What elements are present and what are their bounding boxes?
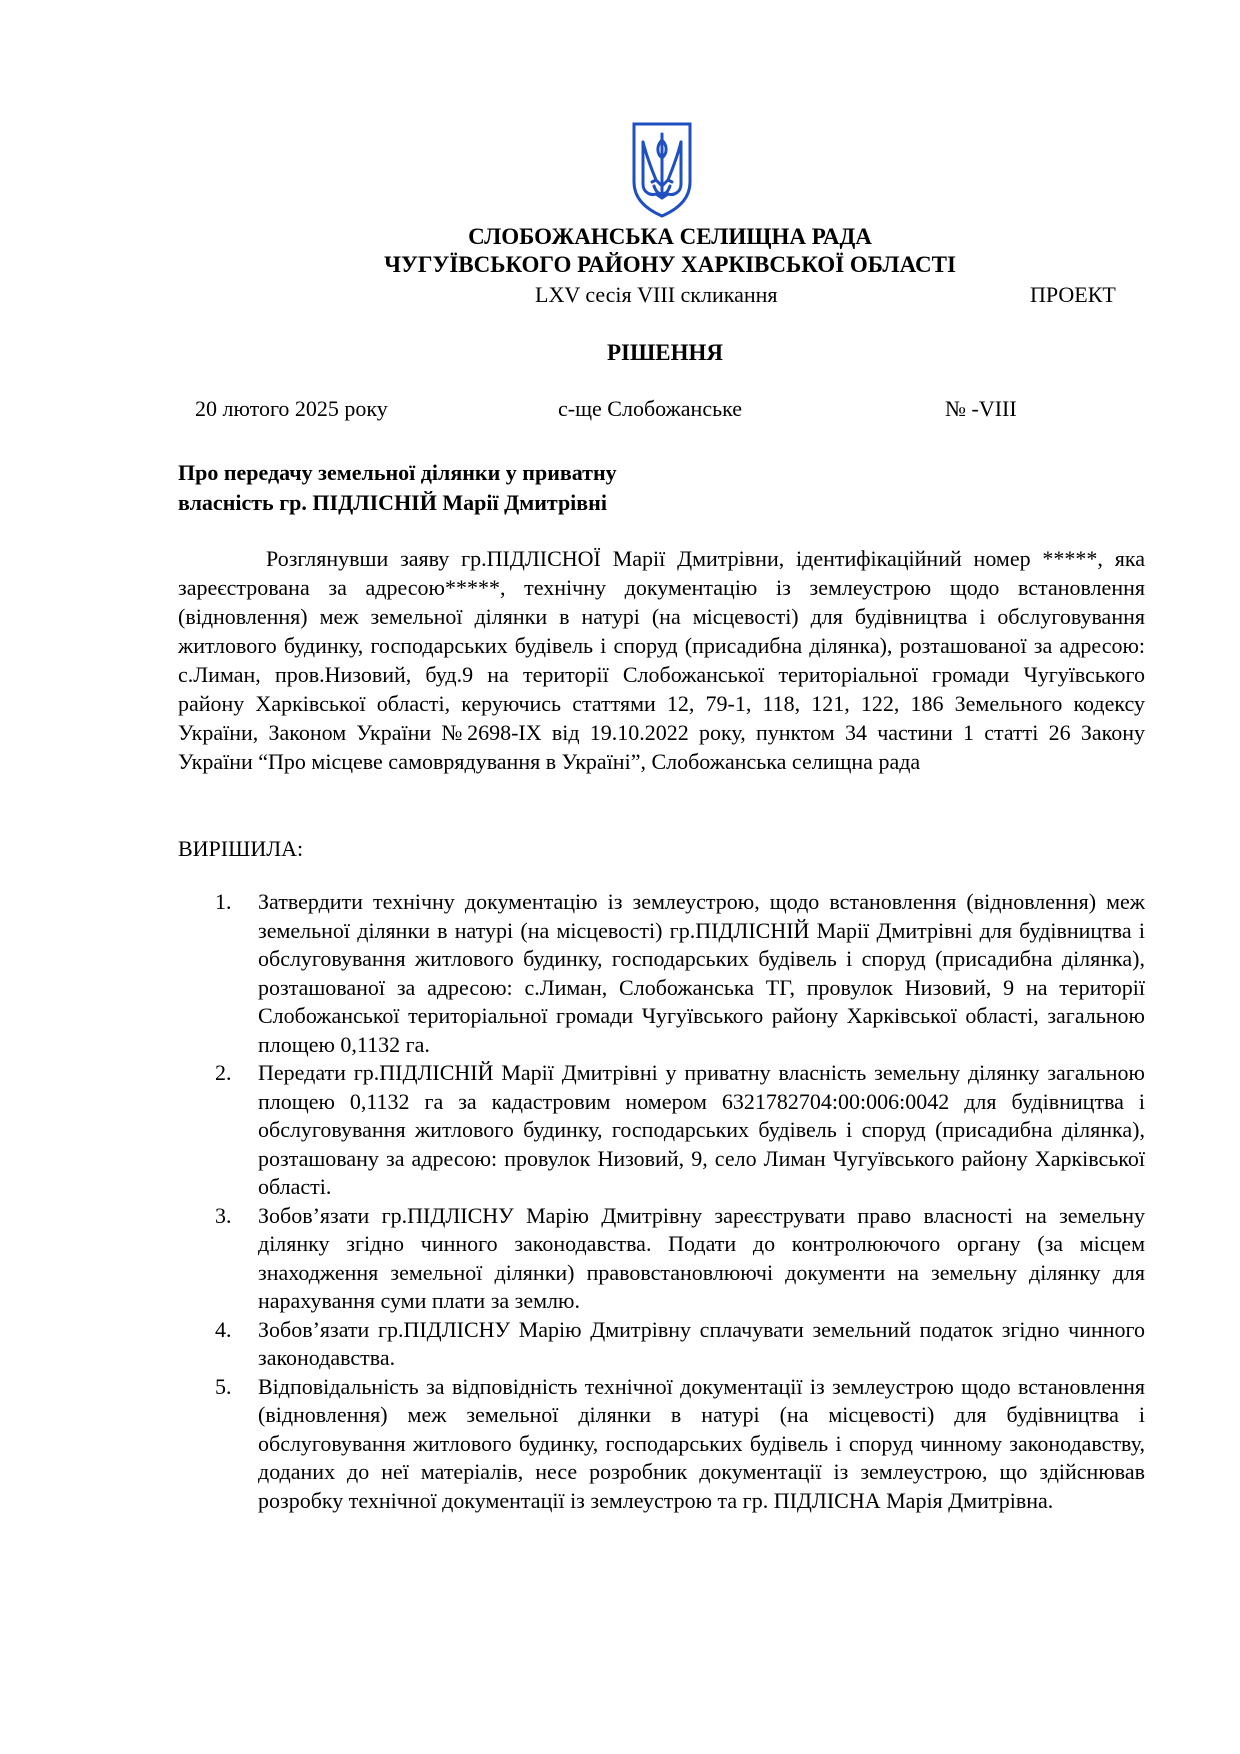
item-number: 5. [215,1373,232,1399]
project-label: ПРОЕКТ [1030,282,1116,307]
item-number: 3. [215,1202,232,1228]
council-district: ЧУГУЇВСЬКОГО РАЙОНУ ХАРКІВСЬКОЇ ОБЛАСТІ [384,252,956,277]
resolved-label: ВИРІШИЛА: [178,836,304,861]
subject-line: власність гр. ПІДЛІСНІЙ Марії Дмитрівні [178,490,607,515]
item-number: 4. [215,1316,232,1342]
decision-title: РІШЕННЯ [607,340,723,365]
item-number: 1. [215,889,232,914]
coat-of-arms-icon [630,120,694,220]
subject-line: Про передачу земельної ділянки у приватну [178,460,617,485]
decision-subject [178,458,617,518]
item-text: Затвердити технічну документацію із землеустрою, щодо встановлення (відновлення) меж земельної ділянки в натурі (на місцевості) гр.ПІДЛІСНІЙ Марії Дмитрівні для будівництва і обслуговування житлового будинку, господарських будівель і споруд (присадибна ділянка), розташованої за адресою: с.Лиман, Слобожанська ТГ, провулок Низовий, 9 на території Слобожанської територіальної громади Чугуївського району Харківської області, загальною площею 0,1132 га. [258,889,1145,1057]
item-text: Зобов’язати гр.ПІДЛІСНУ Марію Дмитрівну зареєструвати право власності на земельну ділянку згідно чинного законодавства. Подати до контролюючого органу (за місцем знаходження земельної ділянки) правовстановлюючі документи на земельну ділянку для нарахування суми плати за землю. [258,1202,1145,1313]
session-label: LXV сесія VIII скликання [535,282,778,307]
council-name: СЛОБОЖАНСЬКА СЕЛИЩНА РАДА [468,224,872,249]
item-number: 2. [215,1060,232,1085]
resolution-items-list [178,888,1145,1515]
resolution-item [178,1059,1145,1202]
decision-place: с-ще Слобожанське [558,396,743,421]
item-text: Зобов’язати гр.ПІДЛІСНУ Марію Дмитрівну сплачувати земельний податок згідно чинного законодавства. [258,1316,1145,1370]
resolution-item [178,1202,1145,1316]
resolution-item [178,1373,1145,1516]
resolution-item [178,888,1145,1059]
intro-paragraph: Розглянувши заяву гр.ПІДЛІСНОЇ Марії Дмитрівни, ідентифікаційний номер *****, яка зареєстрована за адресою*****, технічну документацію із землеустрою щодо встановлення (відновлення) меж земельної ділянки в натурі (на місцевості) для будівництва і обслуговування житлового будинку, господарських будівель і споруд (присадибна ділянка), розташованої за адресою: с.Лиман, пров.Низовий, буд.9 на території Слобожанської територіальної громади Чугуївського району Харківської області, керуючись статтями 12, 79-1, 118, 121, 122, 186 Земельного кодексу України, Законом України №2698-IX від 19.10.2022 року, пунктом 34 частини 1 статті 26 Закону України “Про місцеве самоврядування в Україні”, Слобожанська селищна рада [178,546,1145,774]
decision-date: 20 лютого 2025 року [195,396,388,421]
item-text: Відповідальність за відповідність технічної документації із землеустрою щодо встановлення (відновлення) меж земельної ділянки в натурі (на місцевості) для будівництва і обслуговування житлового будинку, господарських будівель і споруд чинному законодавству, доданих до неї матеріалів, несе розробник документації із землеустрою, що здійснював розробку технічної документації із землеустрою та гр. ПІДЛІСНА Марія Дмитрівна. [258,1373,1145,1513]
resolution-item [178,1316,1145,1373]
decision-number: № -VIII [945,396,1017,421]
item-text: Передати гр.ПІДЛІСНІЙ Марії Дмитрівні у приватну власність земельну ділянку загальною площею 0,1132 га за кадастровим номером 6321782704:00:006:0042 для будівництва і обслуговування житлового будинку, господарських будівель і споруд (присадибна ділянка), розташовану за адресою: провулок Низовий, 9, село Лиман Чугуївського району Харківської області. [258,1060,1145,1199]
